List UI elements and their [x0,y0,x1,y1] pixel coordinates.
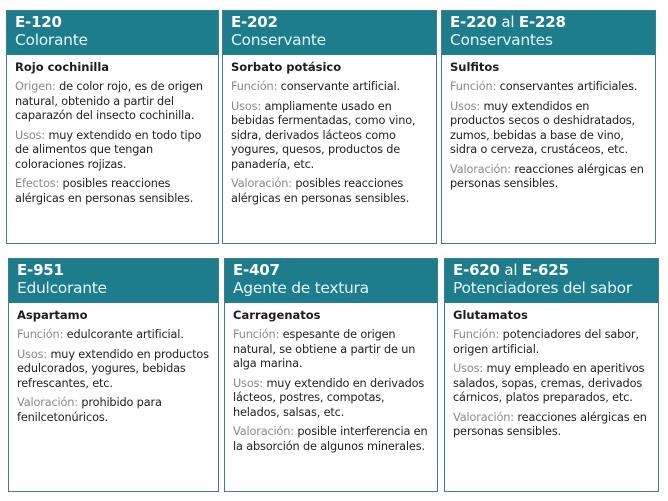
card-body [445,303,658,440]
additive-card-e407 [224,258,438,492]
field-efectos: Efectos: posibles reacciones alérgicas en personas sensibles. [15,177,194,205]
card-header [442,11,655,55]
additive-category: Colorante [15,31,88,49]
field-valoracion: Valoración: prohibido para fenilcetonúricos. [17,396,162,424]
additive-code: E-407 [233,261,280,279]
additive-code: E-951 [17,261,64,279]
additive-name: Sorbato potásico [231,60,342,74]
additive-card-e120 [6,10,219,244]
additive-category: Agente de textura [233,279,369,297]
additive-category: Edulcorante [17,279,107,297]
additive-code: E-202 [231,13,278,31]
additive-name: Aspartamo [17,308,88,322]
field-usos: Usos: muy extendido en todo tipo de alimentos que tengan coloraciones rojizas. [15,128,202,171]
card-body [225,303,437,454]
field-usos: Usos: ampliamente usado en bebidas fermentadas, como vino, sidra, derivados lácteos como yogures, quesos, productos de panadería, etc. [231,99,416,171]
additive-name: Rojo cochinilla [15,60,110,74]
card-header [9,259,218,303]
field-funcion: Función: conservantes artificiales. [450,80,638,93]
additive-name: Carragenatos [233,308,321,322]
card-body [7,55,218,206]
field-valoracion: Valoración: posibles reacciones alérgicas en personas sensibles. [231,177,410,205]
card-header [225,259,437,303]
field-funcion: Función: espesante de origen natural, se obtiene a partir de un alga marina. [233,328,416,370]
field-usos: Usos: muy extendido en productos edulcorados, yogures, bebidas refrescantes, etc. [17,347,209,390]
additive-name: Glutamatos [453,308,528,322]
card-body [442,55,655,192]
field-valoracion: Valoración: reacciones alérgicas en personas sensibles. [450,162,644,190]
card-header [223,11,436,55]
field-origen: Origen: de color rojo, es de origen natural, obtenido a partir del caparazón del insecto cochinilla. [15,80,203,122]
card-header [445,259,658,303]
field-funcion: Función: conservante artificial. [231,80,400,93]
additive-category: Conservantes [450,31,553,49]
additive-card-e202 [222,10,437,244]
field-usos: Usos: muy empleado en aperitivos salados, sopas, cremas, derivados cárnicos, platos preparados, etc. [453,362,645,404]
card-body [9,303,218,425]
additive-card-e951 [8,258,219,492]
field-usos: Usos: muy extendido en derivados lácteos, postres, compotas, helados, salsas, etc. [233,376,425,419]
field-funcion: Función: potenciadores del sabor, origen artificial. [453,328,639,356]
additive-card-e620-e625 [444,258,659,492]
additive-category: Conservante [231,31,326,49]
card-header [7,11,218,55]
field-valoracion: Valoración: posible interferencia en la absorción de algunos minerales. [233,425,428,453]
additive-category: Potenciadores del sabor [453,279,632,297]
additive-code: E-120 [15,13,62,31]
additive-code: E-620 al E-625 [453,261,569,279]
field-funcion: Función: edulcorante artificial. [17,328,184,341]
field-valoracion: Valoración: reacciones alérgicas en personas sensibles. [453,410,647,438]
additive-card-e220-e228 [441,10,656,244]
additive-code: E-220 al E-228 [450,13,566,31]
field-usos: Usos: muy extendidos en productos secos o deshidratados, zumos, bebidas a base de vino, sidra o cerveza, crustáceos, etc. [450,99,635,156]
additive-name: Sulfitos [450,60,500,74]
card-body [223,55,436,206]
